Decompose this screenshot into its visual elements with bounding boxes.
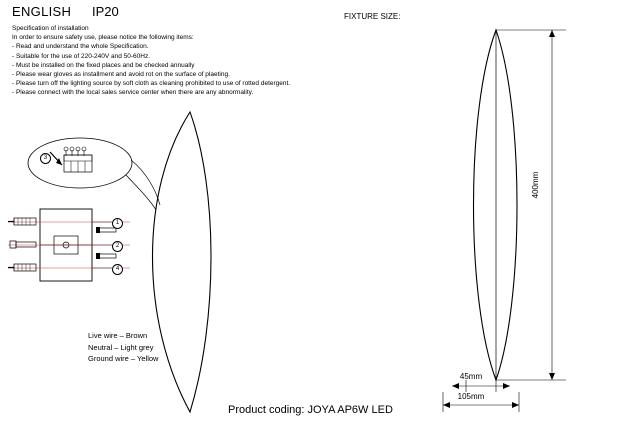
legend-line-ground: Ground wire – Yellow — [88, 354, 159, 363]
product-coding — [228, 404, 393, 416]
spec-title: Specification of installation — [12, 25, 89, 32]
dimension-label-width: 105mm — [457, 392, 485, 401]
fixture-size-label: FIXTURE SIZE: — [344, 12, 401, 21]
callout-marker-1: 1 — [112, 218, 123, 229]
spec-item: - Please connect with the local sales service center when there are any abnormality. — [12, 89, 254, 97]
spec-item: - Read and understand the whole Specification. — [12, 43, 149, 51]
detail-callout-bubble — [28, 138, 160, 210]
language-title: ENGLISH — [12, 4, 72, 19]
depth-dimension — [452, 380, 510, 392]
product-coding-value: JOYA AP6W LED — [307, 404, 393, 416]
spec-item: - Must be installed on the fixed places and be checked annually — [12, 61, 195, 69]
legend-line-neutral: Neutral – Light grey — [88, 342, 154, 352]
spec-intro: In order to ensure safety use, please notice the following items: — [12, 34, 194, 42]
spec-item: - Please turn off the lighting source by soft cloth as cleaning prohibited to use of rotted detergent. — [12, 80, 291, 88]
callout-marker-2: 2 — [112, 241, 123, 252]
callout-marker-3: 3 — [40, 153, 51, 164]
callout-marker-4: 4 — [112, 264, 123, 275]
wiring-legend — [88, 330, 158, 365]
dimension-label-depth: 45mm — [459, 372, 483, 381]
dimension-label-height: 400mm — [531, 171, 540, 199]
terminal-block-detail — [50, 147, 92, 172]
legend-line-live: Live wire – Brown — [88, 331, 148, 340]
spec-item: - Suitable for the use of 220-240V and 50-60Hz. — [12, 52, 151, 60]
fixture-front-view — [153, 112, 212, 412]
ip-rating-label: IP20 — [92, 4, 119, 19]
screw-anchor-set — [8, 218, 36, 271]
product-coding-label: Product coding: — [228, 404, 305, 416]
spec-item: - Please wear gloves as installment and avoid rot on the surface of plaeting. — [12, 71, 230, 79]
fixture-side-view — [474, 30, 518, 380]
